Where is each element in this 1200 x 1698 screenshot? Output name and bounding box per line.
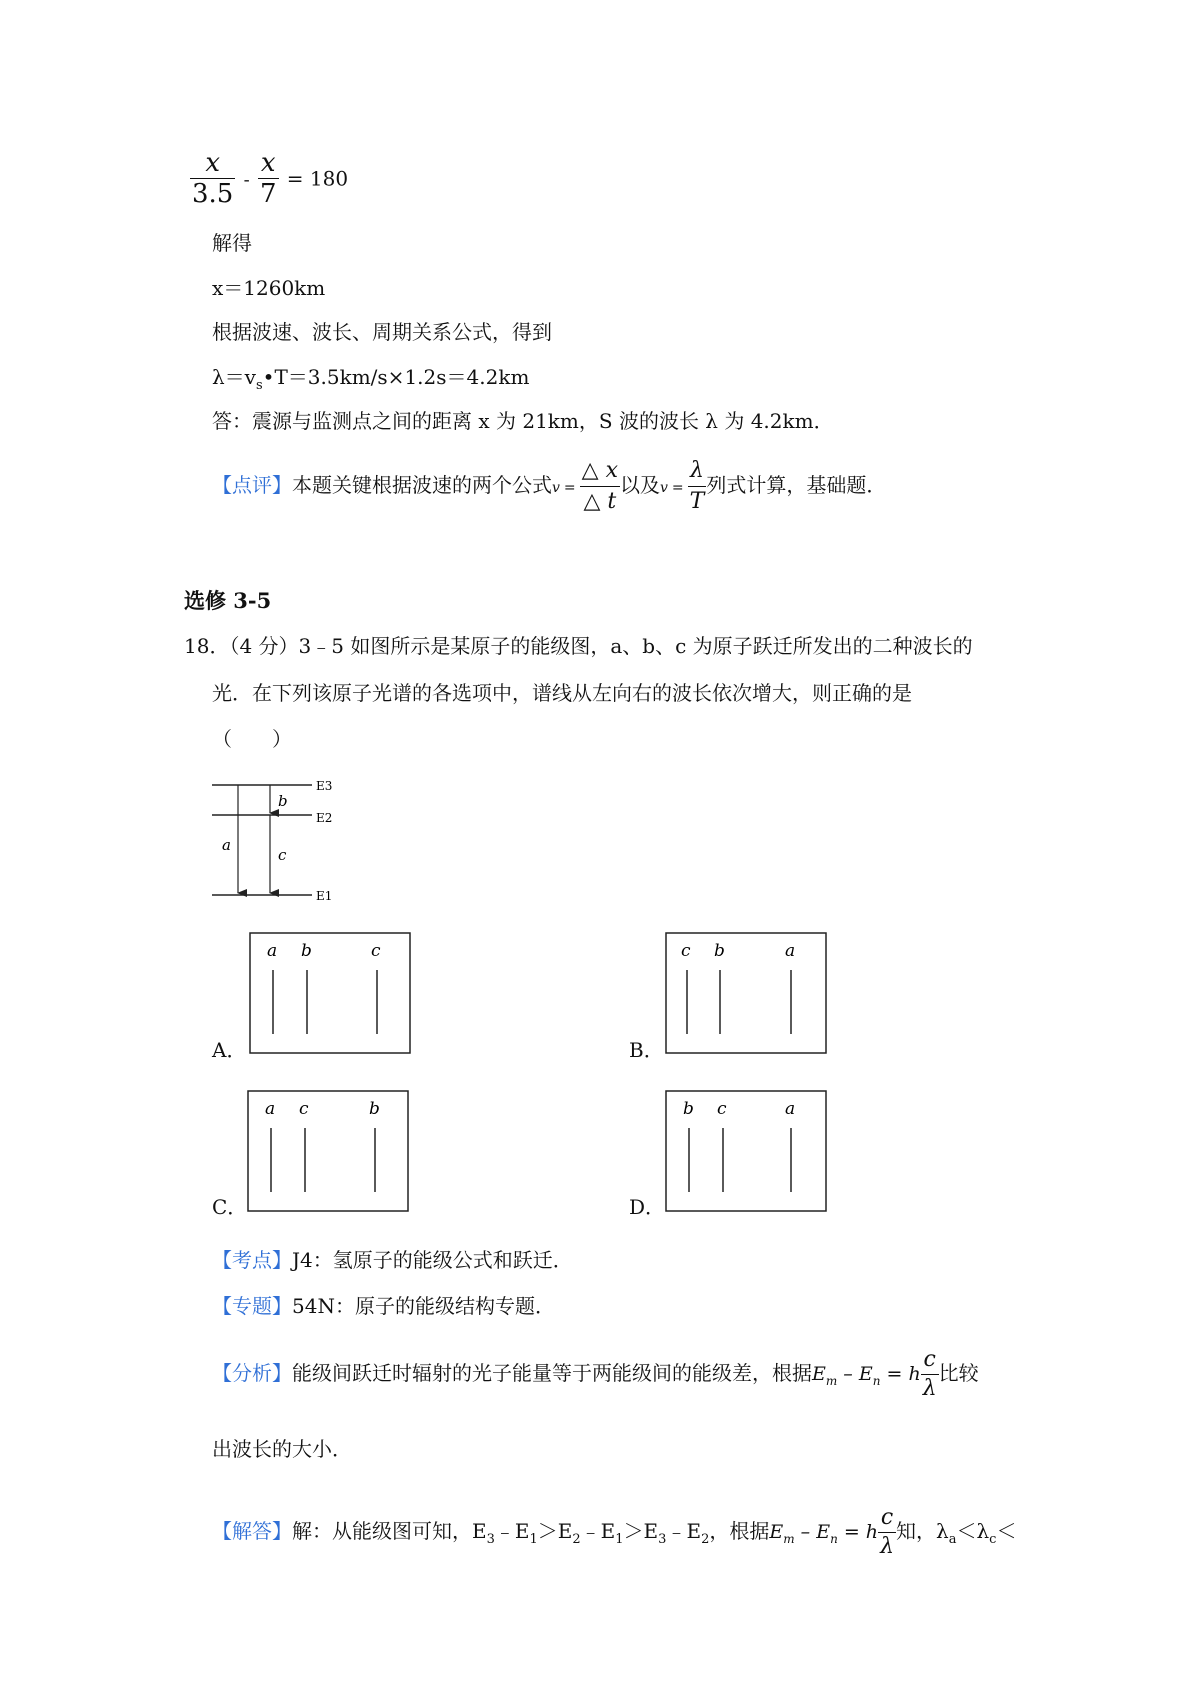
- equation-1: [190, 148, 348, 209]
- option-a-label: A．: [212, 1038, 247, 1062]
- fenxi-den: λ: [922, 1376, 937, 1401]
- comment-mid: 以及: [619, 473, 660, 497]
- label-e2: E2: [316, 811, 333, 825]
- option-b-line2-label: b: [714, 941, 725, 961]
- comment-line: [212, 452, 886, 522]
- jieda-s3: 3: [486, 1532, 495, 1547]
- jieda-s2b: 2: [701, 1532, 710, 1547]
- jieda-t6: ﹣E: [666, 1519, 702, 1543]
- fenxi-line: [212, 1342, 979, 1408]
- option-c-spectrum[interactable]: [247, 1090, 409, 1212]
- jieda-t9: ＜λ: [956, 1519, 990, 1543]
- option-c-line3-label: b: [369, 1099, 380, 1119]
- option-d-line2-label: c: [717, 1099, 727, 1119]
- comment-v1: v: [552, 480, 560, 496]
- jieda-tag: 【解答】: [212, 1519, 292, 1543]
- fenxi-text2: 比较: [938, 1361, 979, 1385]
- jieda-s2: 2: [572, 1532, 581, 1547]
- jieda-sc: c: [989, 1532, 997, 1547]
- eq1-den1: 3.5: [192, 179, 234, 209]
- zhuanti-tag: 【专题】: [212, 1294, 292, 1318]
- label-c: c: [278, 846, 287, 864]
- eq1-rhs: = 180: [286, 166, 349, 191]
- jieda-sub-m: m: [783, 1531, 795, 1546]
- jieda-s1b: 1: [615, 1532, 624, 1547]
- option-a-line3-label: c: [371, 941, 381, 961]
- fenxi-formula: [812, 1363, 921, 1388]
- answer-line: 答：震源与监测点之间的距离 x 为 21km，S 波的波长 λ 为 4.2km．: [212, 409, 834, 433]
- fenxi-text1: 能级间跃迁时辐射的光子能量等于两能级间的能级差，根据: [292, 1361, 812, 1385]
- option-a-line2-label: b: [301, 941, 312, 961]
- question-line2: 光．在下列该原子光谱的各选项中，谱线从左向右的波长依次增大，则正确的是: [212, 681, 912, 705]
- eq1-minus: -: [243, 169, 250, 191]
- label-b: b: [278, 792, 288, 810]
- jieda-den: λ: [880, 1534, 895, 1559]
- relation-line: 根据波速、波长、周期关系公式，得到: [212, 320, 552, 344]
- fenxi-em: E: [812, 1363, 826, 1385]
- comment-tag: 【点评】: [212, 473, 292, 497]
- option-d-line1-label: b: [683, 1099, 694, 1119]
- label-e1: E1: [316, 889, 333, 903]
- eq1-num2: x: [258, 148, 279, 179]
- option-d-spectrum[interactable]: [665, 1090, 827, 1212]
- comment-num2: λ: [688, 456, 707, 487]
- fenxi-sub-m: m: [825, 1373, 838, 1388]
- jieda-t7: ，根据: [709, 1519, 770, 1543]
- option-c-line2-label: c: [299, 1099, 309, 1119]
- comment-num1: △ x: [580, 456, 620, 487]
- option-d-label: D．: [629, 1195, 666, 1219]
- eq1-den2: 7: [259, 179, 277, 209]
- jieda-eq: = h: [837, 1521, 879, 1543]
- comment-text2: 列式计算，基础题．: [706, 473, 887, 497]
- jieda-t2: ﹣E: [494, 1519, 530, 1543]
- lambda-line: [212, 363, 529, 400]
- jieda-t1: 解：从能级图可知，E: [292, 1519, 487, 1543]
- jieda-t4: ﹣E: [580, 1519, 616, 1543]
- x-result: x＝1260km: [212, 276, 326, 300]
- lambda-sub: s: [255, 378, 263, 393]
- jieda-t10: ＜: [996, 1519, 1017, 1543]
- jieda-num: c: [878, 1504, 896, 1533]
- comment-v2: v: [659, 480, 668, 496]
- option-d-line3-label: a: [785, 1099, 796, 1119]
- section-title: 选修 3-5: [184, 588, 272, 613]
- lambda-rest: •T＝3.5km/s×1.2s＝4.2km: [262, 365, 530, 389]
- fenxi-line2: 出波长的大小．: [212, 1437, 352, 1461]
- option-a-spectrum[interactable]: [249, 932, 411, 1054]
- option-b-line3-label: a: [785, 941, 796, 961]
- jieda-s1: 1: [529, 1532, 538, 1547]
- option-b-spectrum[interactable]: [665, 932, 827, 1054]
- jieda-minus: –: [794, 1521, 817, 1543]
- kaodian-text: J4：氢原子的能级公式和跃迁．: [292, 1248, 573, 1272]
- comment-eq2: =: [671, 480, 684, 496]
- option-b-label: B．: [629, 1038, 664, 1062]
- energy-level-diagram: [200, 770, 350, 905]
- comment-den1: △ t: [583, 489, 617, 514]
- option-b-line1-label: c: [681, 941, 691, 961]
- jieda-line: [212, 1500, 1016, 1566]
- fenxi-sub-n: n: [872, 1373, 881, 1388]
- option-c-line1-label: a: [265, 1099, 276, 1119]
- fenxi-num: c: [921, 1346, 939, 1375]
- lambda-eq: λ＝v: [212, 365, 256, 389]
- option-a-line1-label: a: [267, 941, 278, 961]
- eq1-num1: x: [190, 148, 235, 179]
- question-line3: （ ）: [212, 727, 292, 751]
- fenxi-eq: = h: [880, 1363, 921, 1385]
- jieda-en: E: [816, 1521, 831, 1543]
- kaodian-tag: 【考点】: [212, 1248, 292, 1272]
- comment-den2: T: [689, 489, 705, 514]
- zhuanti-text: 54N：原子的能级结构专题．: [292, 1294, 555, 1318]
- solve-label: 解得: [212, 231, 252, 255]
- comment-text1: 本题关键根据波速的两个公式: [292, 473, 552, 497]
- option-c-label: C．: [212, 1195, 248, 1219]
- jieda-sa: a: [948, 1532, 957, 1547]
- zhuanti-line: [212, 1292, 555, 1320]
- jieda-t8: 知，λ: [896, 1519, 949, 1543]
- label-a: a: [222, 836, 231, 854]
- jieda-sub-n: n: [830, 1531, 838, 1546]
- fenxi-tag: 【分析】: [212, 1361, 292, 1385]
- label-e3: E3: [316, 779, 333, 793]
- jieda-formula: [769, 1521, 879, 1546]
- jieda-t5: ＞E: [623, 1519, 659, 1543]
- jieda-t3: ＞E: [537, 1519, 573, 1543]
- jieda-s3b: 3: [658, 1532, 667, 1547]
- kaodian-line: [212, 1246, 573, 1274]
- jieda-em: E: [769, 1521, 784, 1543]
- fenxi-en: E: [858, 1363, 873, 1385]
- question-line1: 18．（4 分）3﹣5 如图所示是某原子的能级图，a、b、c 为原子跃迁所发出的二种波长的: [184, 634, 973, 658]
- comment-eq1: =: [563, 480, 576, 496]
- fenxi-minus: –: [837, 1363, 859, 1385]
